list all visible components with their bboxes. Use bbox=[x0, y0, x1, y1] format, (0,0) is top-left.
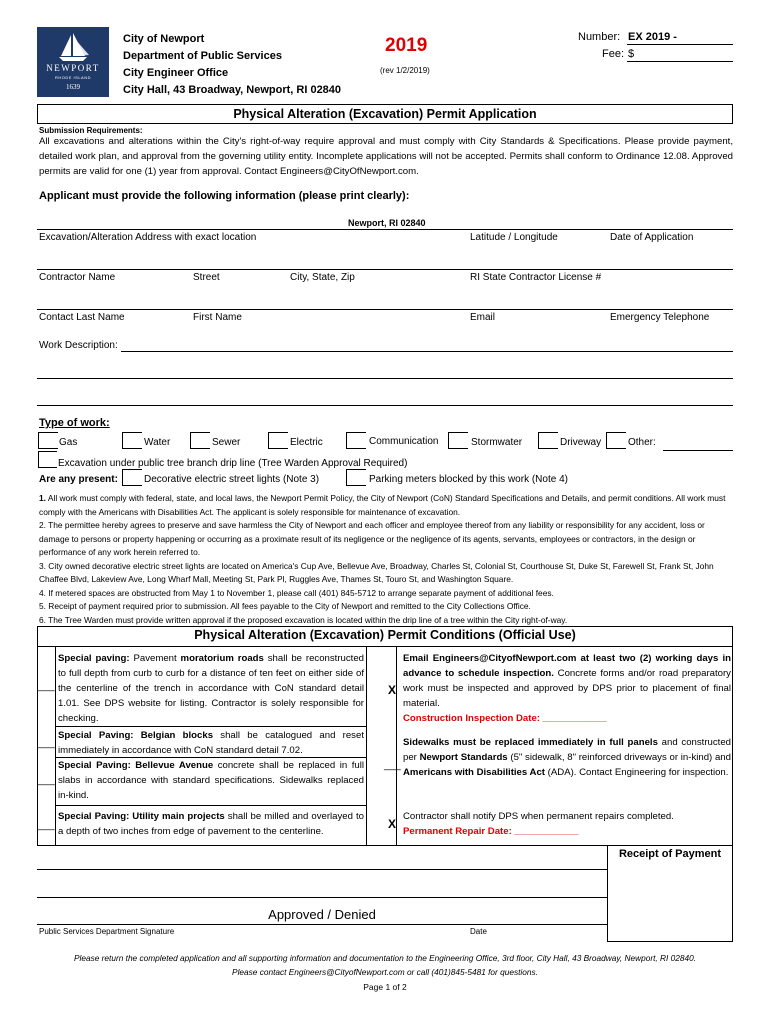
receipt-label: Receipt of Payment bbox=[618, 848, 722, 860]
note-2: 2. The permittee hereby agrees to preserve and save harmless the City of Newport and each officer and employee thereof from any liability or responsibility for any accident, loss or damage to persons or property happening or occurring as a proximate result of its negligence or the negligence of its agents, servants, employees or contractors, in the design or performance of any work herein referred to. bbox=[39, 520, 705, 557]
excavation-tree-label: Excavation under public tree branch drip line (Tree Warden Approval Required) bbox=[58, 458, 408, 469]
communication-checkbox[interactable] bbox=[346, 432, 366, 449]
r3-mark[interactable]: X bbox=[388, 817, 397, 831]
stormwater-label: Stormwater bbox=[471, 437, 523, 448]
condition-belgian: Special Paving: Belgian blocks shall be catalogued and reset immediately in accordance with CoN standard detail 7.02. bbox=[58, 730, 364, 756]
logo-year: 1639 bbox=[66, 83, 80, 91]
signature-line-3[interactable] bbox=[37, 924, 607, 925]
work-description-line-1[interactable] bbox=[121, 351, 733, 352]
date-label: Date bbox=[470, 927, 487, 936]
license-label: RI State Contractor License # bbox=[470, 272, 602, 283]
excavation-tree-checkbox[interactable] bbox=[38, 451, 57, 468]
electric-checkbox[interactable] bbox=[268, 432, 288, 449]
page-number: Page 1 of 2 bbox=[363, 982, 407, 992]
condition-inspection: Email Engineers@CityofNewport.com at least two (2) working days in advance to schedule inspection. Concrete forms and/or road preparatory work must be inspected and approved by DPS prior to placement of final material. Construction Inspection Date: ____________ bbox=[403, 653, 731, 724]
note-4: 4. If metered spaces are obstructed from May 1 to November 1, please call (401) 845-5712 to arrange separate payment of additional fees. bbox=[39, 587, 554, 598]
parking-meters-label: Parking meters blocked by this work (Note 4) bbox=[369, 474, 568, 485]
org-line2: Department of Public Services bbox=[123, 50, 282, 62]
conditions-title: Physical Alteration (Excavation) Permit Conditions (Official Use) bbox=[194, 628, 576, 642]
driveway-label: Driveway bbox=[560, 437, 602, 448]
stormwater-checkbox[interactable] bbox=[448, 432, 468, 449]
signature-label: Public Services Department Signature bbox=[39, 927, 175, 936]
org-line4: City Hall, 43 Broadway, Newport, RI 02840 bbox=[123, 84, 342, 96]
contractor-input[interactable] bbox=[37, 286, 733, 308]
city-state-zip-label: City, State, Zip bbox=[290, 272, 355, 283]
submission-heading: Submission Requirements: bbox=[39, 126, 143, 135]
decorative-lights-checkbox[interactable] bbox=[122, 469, 142, 486]
signature-line-1[interactable] bbox=[37, 869, 607, 870]
footer-line1: Please return the completed application and all supporting information and documentation to the Engineering Office, 3rd floor, City Hall, 43 Broadway, Newport, RI 02840. bbox=[73, 953, 696, 963]
condition-sidewalks: Sidewalks must be replaced immediately in full panels and constructed per Newport Standards (5" sidewalk, 8" reinforced driveways or in-kind) and Americans with Disabilities Act (ADA). Contact Engineering for inspection. bbox=[403, 737, 732, 778]
water-checkbox[interactable] bbox=[122, 432, 142, 449]
org-line1: City of Newport bbox=[123, 33, 205, 45]
other-input[interactable] bbox=[663, 450, 733, 451]
condition-moratorium: Special paving: Pavement moratorium roads shall be reconstructed to full depth from curb to curb for a distance of ten feet on either side of the centerline of the trench in accordance with CoN standard detail 1.01. See DPS website for listing. Contractor is solely responsible for checking. bbox=[58, 653, 365, 724]
sewer-label: Sewer bbox=[212, 437, 241, 448]
note-3: 3. City owned decorative electric street lights are located on America's Cup Ave, Bellevue Ave, Broadway, Charles St, Colonial St, Courthouse St, Duke St, Farewell St, Frank St, John Chaffee Blvd, Lakeview Ave, Long Wharf Mall, Meeting St, Park Pl, Ruggles Ave, Thames St, Touro St, and Washington Square. bbox=[39, 560, 714, 584]
signature-line-2[interactable] bbox=[37, 897, 607, 898]
approved-denied: Approved / Denied bbox=[268, 907, 376, 922]
page-title: Physical Alteration (Excavation) Permit Application bbox=[37, 104, 733, 124]
c2-mark[interactable]: ___ bbox=[38, 738, 55, 749]
city-prefill: Newport, RI 02840 bbox=[348, 218, 426, 228]
gas-checkbox[interactable] bbox=[38, 432, 58, 449]
sewer-checkbox[interactable] bbox=[190, 432, 210, 449]
address-label: Excavation/Alteration Address with exact location bbox=[39, 232, 257, 243]
note-1: 1. All work must comply with federal, state, and local laws, the Newport Permit Policy, the City of Newport (CoN) Standard Specifications and Details, and permit conditions. All work must comply with the Americans with Disabilities Act. The applicant is solely responsible for maintenance of excavation. bbox=[39, 493, 726, 517]
footer-line2: Please contact Engineers@CityofNewport.com or call (401)845-5481 for questions. bbox=[232, 967, 538, 977]
submission-text: All excavations and alterations within the City's right-of-way require approval and must comply with City Standards & Specifications. Please provide payment, detailed work plan, and approval from the governing utility entity. Incomplete applications will not be accepted. Permits shall conform to Ordinance 12.08. Approved permits are valid for one (1) year from approval. Contact Engineers@CityOfNewport.com. bbox=[39, 136, 733, 177]
condition-bellevue: Special Paving: Bellevue Avenue concrete shall be replaced in full slabs in accordance with standard specifications. Sidewalks replaced in-kind. bbox=[58, 760, 364, 801]
logo-state: RHODE ISLAND bbox=[54, 75, 91, 80]
number-label: Number: bbox=[578, 31, 621, 43]
c4-mark[interactable]: ___ bbox=[38, 820, 55, 831]
condition-utility: Special Paving: Utility main projects shall be milled and overlayed to a depth of two inches from edge of pavement to the centerline. bbox=[58, 811, 365, 837]
address-input[interactable] bbox=[37, 246, 733, 268]
gas-label: Gas bbox=[59, 437, 78, 448]
c1-mark[interactable]: ___ bbox=[38, 681, 55, 692]
note-6: 6. The Tree Warden must provide written approval if the proposed excavation is located within the drip line of a tree within the City right-of-way. bbox=[39, 614, 568, 625]
electric-label: Electric bbox=[290, 437, 323, 448]
date-application-label: Date of Application bbox=[610, 232, 694, 243]
present-label: Are any present: bbox=[39, 474, 118, 485]
newport-logo bbox=[37, 27, 109, 97]
type-of-work-heading: Type of work: bbox=[39, 417, 110, 429]
email-label: Email bbox=[470, 312, 496, 323]
work-description-line-2[interactable] bbox=[37, 378, 733, 379]
communication-label: Communication bbox=[369, 436, 439, 447]
water-label: Water bbox=[144, 437, 171, 448]
parking-meters-checkbox[interactable] bbox=[346, 469, 366, 486]
work-description-label: Work Description: bbox=[39, 340, 118, 351]
c3-mark[interactable]: ___ bbox=[38, 775, 55, 786]
applicant-heading: Applicant must provide the following information (please print clearly): bbox=[39, 190, 410, 202]
emergency-label: Emergency Telephone bbox=[610, 312, 710, 323]
ship-icon bbox=[37, 29, 109, 63]
revision-date: (rev 1/2/2019) bbox=[380, 66, 430, 75]
decorative-lights-label: Decorative electric street lights (Note 3) bbox=[144, 474, 320, 485]
driveway-checkbox[interactable] bbox=[538, 432, 558, 449]
r2-mark[interactable]: ___ bbox=[384, 760, 401, 771]
notes bbox=[39, 492, 733, 627]
contractor-label: Contractor Name bbox=[39, 272, 116, 283]
latlong-label: Latitude / Longitude bbox=[470, 232, 558, 243]
receipt-box bbox=[607, 846, 733, 942]
other-checkbox[interactable] bbox=[606, 432, 626, 449]
first-name-label: First Name bbox=[193, 312, 242, 323]
logo-city: NEWPORT bbox=[46, 63, 100, 73]
note-5: 5. Receipt of payment required prior to submission. All fees payable to the City of Newport and remitted to the City Collections Office. bbox=[39, 601, 531, 611]
number-value[interactable]: EX 2019 - bbox=[628, 31, 677, 43]
fee-value[interactable]: $ bbox=[628, 48, 635, 60]
condition-repair: Contractor shall notify DPS when permanent repairs completed. Permanent Repair Date: ____________ bbox=[403, 811, 674, 837]
other-label: Other: bbox=[628, 437, 656, 448]
last-name-label: Contact Last Name bbox=[39, 312, 125, 323]
work-description-line-3[interactable] bbox=[37, 405, 733, 406]
fee-label: Fee: bbox=[602, 48, 625, 60]
street-label: Street bbox=[193, 272, 220, 283]
org-line3: City Engineer Office bbox=[123, 67, 229, 79]
form-year: 2019 bbox=[385, 35, 428, 56]
r1-mark[interactable]: X bbox=[388, 683, 397, 697]
